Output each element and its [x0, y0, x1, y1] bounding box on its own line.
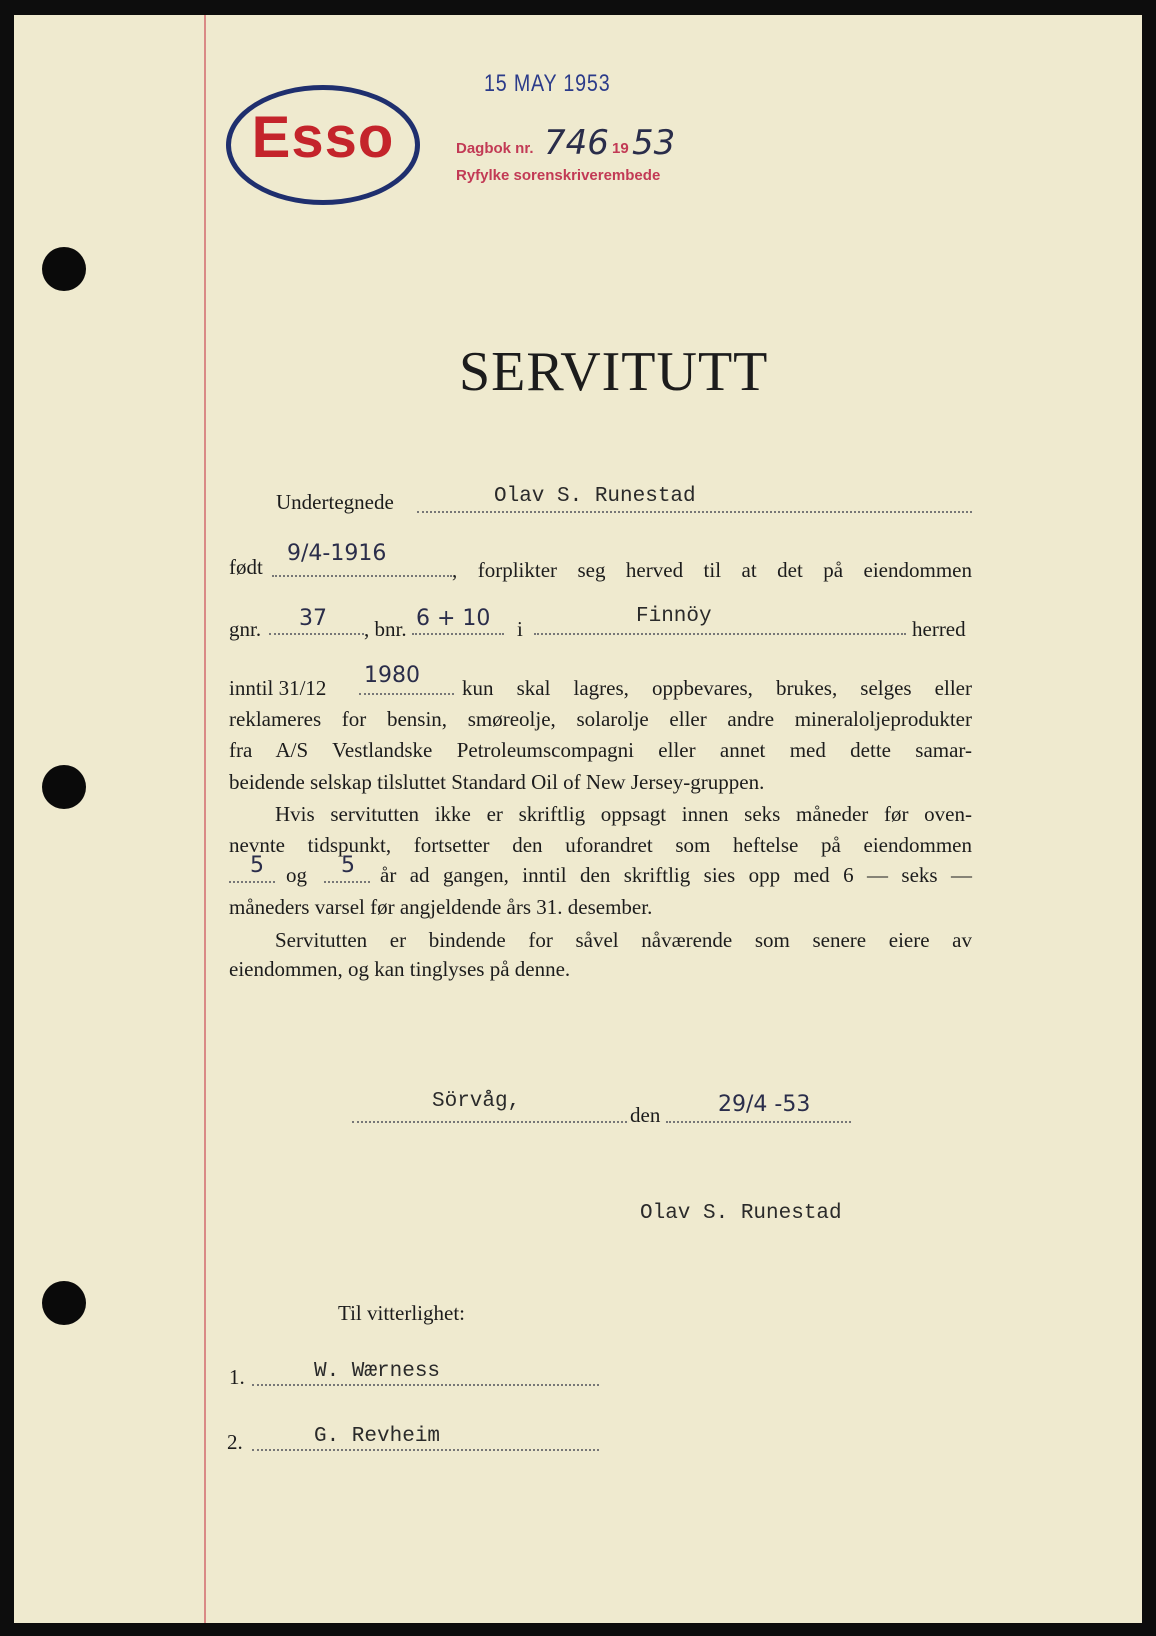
- paragraph-3: [229, 925, 972, 956]
- paragraph-line: fra A/S Vestlandske Petroleumscompagni eller annet med dette samar-: [229, 738, 972, 763]
- paragraph-1: [229, 704, 972, 798]
- born-label: født: [229, 555, 263, 579]
- until-dotted-line: [359, 693, 454, 695]
- document-title: SERVITUTT: [459, 341, 769, 403]
- punch-hole: [42, 765, 86, 809]
- document-page: [14, 15, 1142, 1623]
- den-label: den: [630, 1103, 661, 1127]
- witness-name: W. Wærness: [314, 1360, 441, 1383]
- signer-dotted-line: [417, 511, 972, 513]
- bnr-dotted-line: [412, 633, 504, 635]
- witness-name: G. Revheim: [314, 1425, 441, 1448]
- paragraph-line: beidende selskap tilsluttet Standard Oil of New Jersey-gruppen.: [229, 769, 765, 794]
- punch-hole: [42, 1281, 86, 1325]
- signing-date: 29/4 -53: [718, 1092, 811, 1117]
- margin-rule: [204, 15, 206, 1623]
- place-name: Sörvåg,: [432, 1090, 521, 1113]
- years2-dotted-line: [324, 881, 370, 883]
- gnr-dotted-line: [269, 633, 364, 635]
- birth-date: 9/4-1916: [287, 541, 387, 566]
- place-dotted-line: [352, 1121, 627, 1123]
- paragraph-line: Servitutten er bindende for såvel nåværende som senere eiere av: [275, 928, 972, 952]
- signer-label: Undertegnede: [276, 490, 394, 514]
- paragraph-line: reklameres for bensin, smøreolje, solarolje eller andre mineraloljeprodukter: [229, 707, 972, 731]
- years1-dotted-line: [229, 881, 275, 883]
- witness-dotted-line: [252, 1384, 599, 1386]
- witness-number: 2.: [227, 1430, 243, 1454]
- gnr-label: gnr.: [229, 617, 262, 641]
- renewal-og: og: [286, 863, 307, 887]
- registry-year-label: 19: [612, 140, 629, 157]
- born-dotted-line: [272, 575, 452, 577]
- gnr-value: 37: [299, 606, 327, 631]
- bnr-label: , bnr.: [364, 617, 407, 641]
- bnr-value: 6 + 10: [416, 606, 491, 631]
- renewal-text: år ad gangen, inntil den skriftlig sies opp med 6 — seks —: [380, 863, 972, 887]
- received-date-stamp: 15 MAY 1953: [484, 70, 611, 97]
- registry-stamp-label: Dagbok nr.: [456, 140, 534, 157]
- renewal-years-1: 5: [250, 853, 264, 878]
- herred-label: herred: [912, 617, 966, 641]
- paragraph-3-last: eiendommen, og kan tinglyses på denne.: [229, 957, 571, 981]
- esso-logo-text: Esso: [251, 105, 395, 170]
- witness-label: Til vitterlighet:: [338, 1301, 465, 1325]
- punch-hole: [42, 247, 86, 291]
- paragraph-2-last: måneders varsel før angjeldende års 31. desember.: [229, 895, 653, 919]
- date-dotted-line: [666, 1121, 851, 1123]
- until-year: 1980: [364, 663, 420, 688]
- until-label: inntil 31/12: [229, 676, 327, 700]
- esso-logo: [226, 85, 420, 205]
- witness-dotted-line: [252, 1449, 599, 1451]
- paragraph-line: nevnte tidspunkt, fortsetter den uforandret som heftelse på eiendommen: [229, 833, 972, 858]
- until-text: kun skal lagres, oppbevares, brukes, selges eller: [462, 676, 972, 700]
- witness-number: 1.: [229, 1365, 245, 1389]
- registry-number: 746: [544, 123, 609, 163]
- paragraph-line: Hvis servitutten ikke er skriftlig oppsagt innen seks måneder før oven-: [275, 802, 972, 826]
- signature: Olav S. Runestad: [640, 1202, 842, 1225]
- municipality-value: Finnöy: [636, 605, 712, 628]
- municipality-dotted-line: [534, 633, 906, 635]
- born-text: , forplikter seg herved til at det på eiendommen: [452, 558, 972, 582]
- registry-year: 53: [632, 123, 676, 163]
- signer-name: Olav S. Runestad: [494, 485, 696, 508]
- registry-office: Ryfylke sorenskriverembede: [456, 167, 661, 184]
- renewal-years-2: 5: [341, 853, 355, 878]
- in-label: i: [517, 617, 523, 641]
